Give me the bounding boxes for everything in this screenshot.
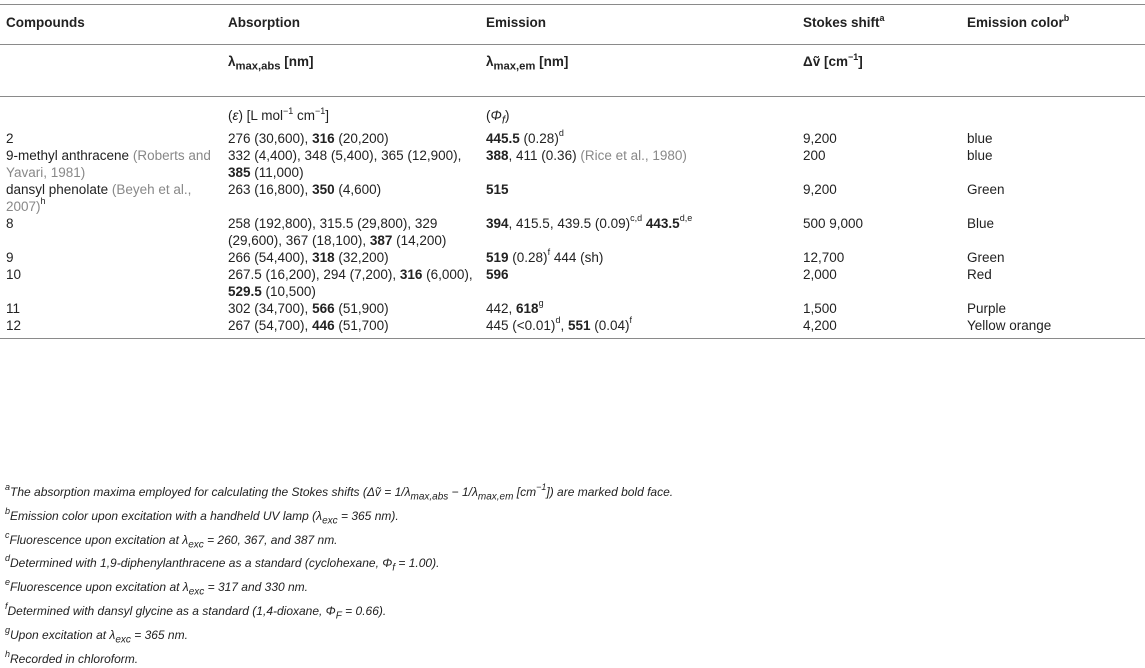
table-row: [0, 215, 1145, 249]
footnote: $^g$Upon excitation at $\lambda_{exc} = 365$ nm.: [5, 624, 188, 646]
stokes-cell: 500 9,000: [803, 215, 864, 231]
units-absorption: (ε) [L mol$^{-1}$ $cm^{-1}$]: [228, 105, 329, 123]
stokes-cell: 200: [803, 147, 826, 163]
emission-cell: 394, 415.5, 439.5 $(0.09)^{c,d}$ 443.5$^{d,e}$: [486, 213, 693, 231]
compound-cell: 9: [6, 249, 14, 265]
absorption-cell: 258 (192,800), 315.5 (29,800), 329 (29,600), 367 (18,100), 387 (14,200): [228, 215, 447, 248]
color-cell: Green: [967, 249, 1005, 265]
subheader-abs-unit: $\lambda_{max,abs}$ [nm]: [228, 54, 314, 73]
photophysical-data-table: [0, 4, 1145, 339]
units-emission: $(\Phi_f)$: [486, 108, 510, 127]
emission-cell: 388, 411 (0.36) (Rice et al., 1980): [486, 147, 687, 163]
color-cell: blue: [967, 130, 993, 146]
absorption-cell: 266 (54,400), 318 (32,200): [228, 249, 389, 265]
table-footnotes: [0, 483, 1145, 668]
table-subheader-row: [0, 45, 1145, 97]
footnote: $^e$Fluorescence upon excitation at $\lambda_{exc} = 317$ and 330 nm.: [5, 577, 309, 598]
table-units-row: [0, 97, 1145, 130]
table-row: [0, 249, 1145, 266]
table-row: [0, 300, 1145, 317]
color-cell: Yellow orange: [967, 317, 1052, 333]
stokes-cell: 12,700: [803, 249, 845, 265]
emission-cell: 445 (<0.01)$^d$, 551 $(0.04)^f$: [486, 315, 633, 333]
header-emission: Emission: [486, 15, 547, 30]
table-row: [0, 181, 1145, 215]
footnote: $^h$Recorded in chloroform.: [5, 648, 139, 666]
table-header-row: [0, 5, 1145, 45]
absorption-cell: 267 (54,700), 446 (51,700): [228, 317, 389, 333]
emission-cell: 442, 618$^g$: [486, 298, 544, 316]
emission-cell: 596: [486, 266, 509, 282]
subheader-blank-2: [961, 45, 1145, 97]
table-row: [0, 147, 1145, 181]
header-compounds: Compounds: [6, 15, 85, 30]
emission-cell: 519 $(0.28)^f$ 444 (sh): [486, 247, 604, 265]
color-cell: Green: [967, 181, 1005, 197]
subheader-stokes-unit: Δṽ $[cm^{-1}]$: [803, 51, 863, 69]
compound-cell: dansyl phenolate (Beyeh et al., 2007)$^h$: [6, 181, 192, 214]
color-cell: blue: [967, 147, 993, 163]
footnote: $^d$Determined with 1,9-diphenylanthracene as a standard (cyclohexane, $\Phi_f = 1.00$).: [5, 553, 440, 574]
absorption-cell: 267.5 (16,200), 294 (7,200), 316 (6,000), 529.5 (10,500): [228, 266, 473, 299]
compound-cell: 12: [6, 317, 22, 333]
header-emission-color: Emission color$^b$: [967, 12, 1070, 30]
color-cell: Blue: [967, 215, 995, 231]
subheader-em-unit: $\lambda_{max,em}$ [nm]: [486, 54, 569, 73]
emission-cell: 515: [486, 181, 509, 197]
footnote: $^c$Fluorescence upon excitation at $\lambda_{exc} = 260$, 367, and 387 nm.: [5, 529, 338, 550]
compound-cell: 8: [6, 215, 14, 231]
absorption-cell: 263 (16,800), 350 (4,600): [228, 181, 382, 197]
absorption-cell: 332 (4,400), 348 (5,400), 365 (12,900), 385 (11,000): [228, 147, 462, 180]
absorption-cell: 302 (34,700), 566 (51,900): [228, 300, 389, 316]
footnote: $^f$Determined with dansyl glycine as a standard (1,4-dioxane, $\Phi_F = 0.66$).: [5, 600, 387, 622]
emission-cell: 445.5 $(0.28)^d$: [486, 128, 564, 146]
stokes-cell: 9,200: [803, 181, 837, 197]
table-row: [0, 266, 1145, 300]
stokes-cell: 9,200: [803, 130, 837, 146]
footnote: $^b$Emission color upon excitation with a handheld UV lamp ($\lambda_{exc} = 365$ nm).: [5, 505, 399, 527]
compound-cell: 10: [6, 266, 22, 282]
header-absorption: Absorption: [228, 15, 300, 30]
absorption-cell: 276 (30,600), 316 (20,200): [228, 130, 389, 146]
stokes-cell: 2,000: [803, 266, 837, 282]
table-row: [0, 317, 1145, 339]
stokes-cell: 4,200: [803, 317, 837, 333]
table-row: [0, 130, 1145, 147]
color-cell: Red: [967, 266, 992, 282]
compound-cell: 11: [6, 300, 21, 316]
compound-cell: 2: [6, 130, 14, 146]
subheader-blank: [0, 45, 222, 97]
stokes-cell: 1,500: [803, 300, 837, 316]
header-stokes-shift: Stokes shift$^a$: [803, 12, 885, 30]
color-cell: Purple: [967, 300, 1007, 316]
compound-cell: 9-methyl anthracene (Roberts and Yavari, 1981): [6, 147, 211, 180]
footnote: $^a$The absorption maxima employed for calculating the Stokes shifts (Δṽ = $1/\lambda_{max,abs} - 1/\lambda_{max,em}$ $[cm^{-1}]$) are marked bold face.: [5, 482, 674, 503]
